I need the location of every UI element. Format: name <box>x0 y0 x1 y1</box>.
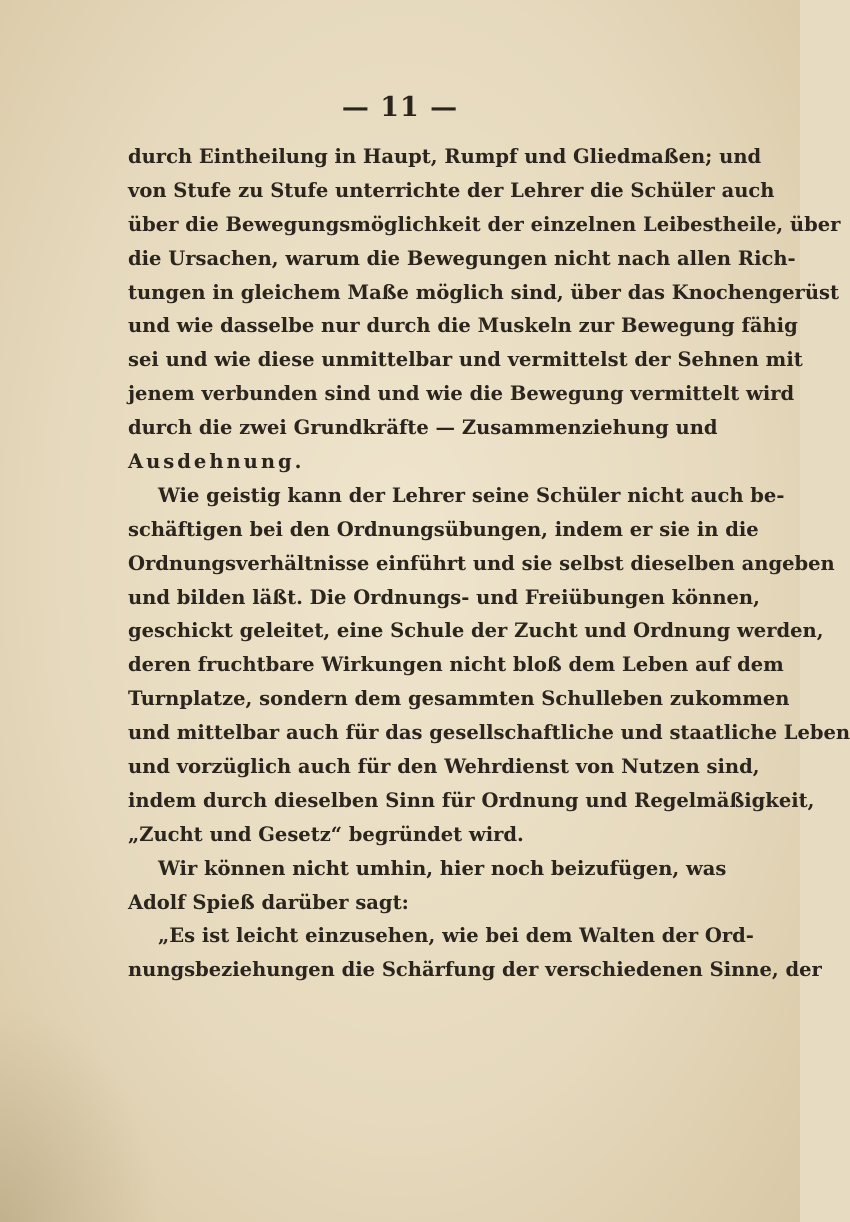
text-line: nungsbeziehungen die Schärfung der verschiedenen Sinne, der <box>128 958 822 982</box>
text-line: von Stufe zu Stufe unterrichte der Lehrer die Schüler auch <box>128 178 775 202</box>
text-line: Ordnungsverhältnisse einführt und sie selbst dieselben angeben <box>128 551 835 575</box>
text-line: geschickt geleitet, eine Schule der Zucht und Ordnung werden, <box>128 619 824 643</box>
paragraph-start-line: Wir können nicht umhin, hier noch beizufügen, was <box>158 856 727 880</box>
text-line: Adolf Spieß darüber sagt: <box>128 890 409 914</box>
text-line: durch die zwei Grundkräfte — Zusammenziehung und <box>128 416 718 440</box>
quote-start-line: „Es ist leicht einzusehen, wie bei dem Walten der Ord- <box>158 924 754 948</box>
paragraph-start-line: Wie geistig kann der Lehrer seine Schüler nicht auch be- <box>158 483 785 507</box>
text-line: und mittelbar auch für das gesellschaftliche und staatliche Leben <box>128 721 850 745</box>
page-number-header: — 11 — <box>341 92 459 123</box>
text-line: durch Eintheilung in Haupt, Rumpf und Gliedmaßen; und <box>128 145 762 168</box>
text-line: schäftigen bei den Ordnungsübungen, indem er sie in die <box>128 517 759 541</box>
text-line: die Ursachen, warum die Bewegungen nicht nach allen Rich- <box>128 246 796 270</box>
body-text <box>128 140 850 987</box>
text-line: sei und wie diese unmittelbar und vermittelst der Sehnen mit <box>128 348 803 372</box>
text-line: deren fruchtbare Wirkungen nicht bloß dem Leben auf dem <box>128 653 784 677</box>
text-line: und bilden läßt. Die Ordnungs- und Freiübungen können, <box>128 585 760 609</box>
text-line: Turnplatze, sondern dem gesammten Schulleben zukommen <box>128 687 790 711</box>
text-line: und vorzüglich auch für den Wehrdienst von Nutzen sind, <box>128 755 760 779</box>
text-line: über die Bewegungsmöglichkeit der einzelnen Leibestheile, über <box>128 212 841 236</box>
text-line: „Zucht und Gesetz“ begründet wird. <box>128 822 524 846</box>
text-line: Ausdehnung. <box>128 450 305 474</box>
text-line: jenem verbunden sind und wie die Bewegung vermittelt wird <box>128 382 795 406</box>
text-line: indem durch dieselben Sinn für Ordnung und Regelmäßigkeit, <box>128 788 815 812</box>
text-line: tungen in gleichem Maße möglich sind, über das Knochengerüst <box>128 280 839 304</box>
page-stain <box>0 1002 160 1222</box>
text-line: und wie dasselbe nur durch die Muskeln zur Bewegung fähig <box>128 314 798 338</box>
